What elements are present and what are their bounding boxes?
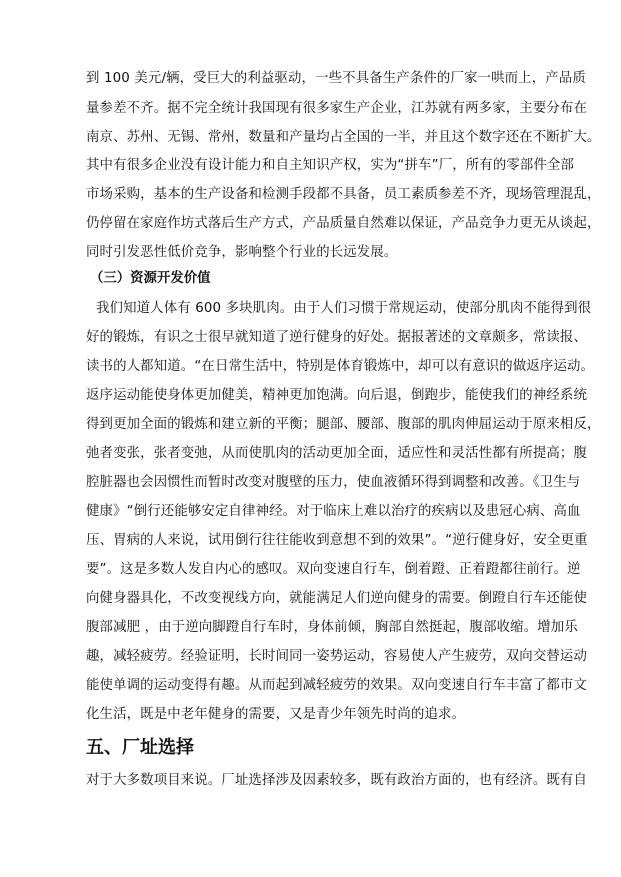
text-line: 腹部减肥 ，由于逆向脚蹬自行车时，身体前倾，胸部自然挺起，腹部收缩。增加乐 xyxy=(86,620,578,635)
text-line: 返序运动能使身体更加健美，精神更加饱满。向后退，倒跑步，能使我们的神经系统 xyxy=(86,388,588,403)
text-line: 得到更加全面的锻炼和建立新的平衡；腿部、腰部、腹部的肌肉伸屈运动于原来相反， xyxy=(86,417,601,432)
text-line: 同时引发恶性低价竞争，影响整个行业的长远发展。 xyxy=(86,245,398,260)
text-line: 压、胃病的人来说，试用倒行往往能收到意想不到的效果”。“逆行健身好，安全更重 xyxy=(86,533,588,548)
text-line: 腔脏器也会因惯性而暂时改变对腹壁的压力，使血液循环得到调整和改善。《卫生与 xyxy=(86,475,581,490)
text-line: 弛者变张，张者变弛，从而使肌肉的活动更加全面，适应性和灵活性都有所提高；腹 xyxy=(86,446,588,461)
text-line: 其中有很多企业没有设计能力和自主知识产权，实为“拼车”厂，所有的零部件全部 xyxy=(86,158,575,173)
section-heading: 五、厂址选择 xyxy=(86,737,194,758)
text-line: 向健身器具化，不改变视线方向，就能满足人们逆向健身的需要。倒蹬自行车还能使 xyxy=(86,591,588,606)
text-line: 要”。这是多数人发自内心的感叹。双向变速自行车，倒着蹬、正着蹬都往前行。逆 xyxy=(86,562,581,577)
text-line: 仍停留在家庭作坊式落后生产方式，产品质量自然难以保证，产品竞争力更无从谈起， xyxy=(86,216,601,231)
text-line: 好的锻炼，有识之士很早就知道了逆行健身的好处。据报著述的文章颇多，常读报、 xyxy=(86,330,588,345)
text-line: 对于大多数项目来说。厂址选择涉及因素较多，既有政治方面的，也有经济。既有自 xyxy=(86,773,588,788)
text-line: 读书的人都知道。“在日常生活中，特别是体育锻炼中，却可以有意识的做返序运动。 xyxy=(86,359,595,374)
text-line: 市场采购，基本的生产设备和检测手段都不具备，员工素质参差不齐，现场管理混乱， xyxy=(86,187,601,202)
text-line: 趣，减轻疲劳。经验证明，长时间同一姿势运动，容易使人产生疲劳，双向交替运动 xyxy=(86,649,588,664)
text-line: 量参差不齐。据不完全统计我国现有很多家生产企业，江苏就有两多家，主要分布在 xyxy=(86,101,588,116)
text-line: 健康》“倒行还能够安定自律神经。对于临床上难以治疗的疾病以及患冠心病、高血 xyxy=(86,504,581,519)
text-line: 到 100 美元/辆，受巨大的利益驱动，一些不具备生产条件的厂家一哄而上，产品质 xyxy=(86,71,586,86)
text-line: 化生活，既是中老年健身的需要，又是青少年领先时尚的追求。 xyxy=(86,707,466,722)
text-line: 南京、苏州、无锡、常州，数量和产量均占全国的一半，并且这个数字还在不断扩大。 xyxy=(86,130,601,145)
text-line: 能使单调的运动变得有趣。从而起到减轻疲劳的效果。双向变速自行车丰富了都市文 xyxy=(86,678,588,693)
sub-heading: （三）资源开发价值 xyxy=(90,271,211,286)
text-line: 我们知道人体有 600 多块肌肉。由于人们习惯于常规运动，使部分肌肉不能得到很 xyxy=(96,301,592,316)
